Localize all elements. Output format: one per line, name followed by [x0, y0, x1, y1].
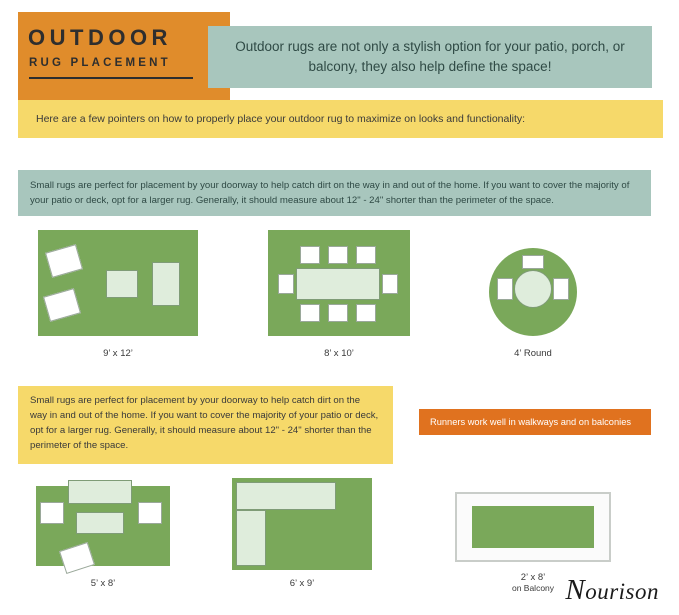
page-subtitle: RUG PLACEMENT: [29, 57, 171, 69]
section1-note-text: Small rugs are perfect for placement by your doorway to help catch dirt on the way in and out of the home. If you want to cover the majority of your patio or deck, opt for a larger rug. Generally, it should measure about 12" - 24" shorter than the perimeter of the space.: [30, 180, 630, 206]
brand-logo-initial: N: [565, 574, 586, 606]
intro-banner: [208, 26, 652, 88]
dining-chair-icon: [328, 246, 348, 264]
diagram-caption-size: 2’ x 8’: [520, 572, 546, 583]
title-divider: [29, 77, 193, 79]
brand-logo-rest: ourison: [585, 579, 659, 604]
runner-note: [419, 409, 651, 435]
dining-chair-icon: [328, 304, 348, 322]
diagram-caption: 4’ Round: [514, 348, 552, 359]
runner-note-text: Runners work well in walkways and on balconies: [430, 417, 632, 427]
brand-logo: [565, 574, 659, 607]
diagram-caption: 6’ x 9’: [289, 578, 315, 589]
coffee-table-icon: [76, 512, 124, 534]
dining-chair-icon: [382, 274, 398, 294]
rug-shape: [472, 506, 594, 548]
pointers-banner: [18, 100, 663, 138]
armchair-icon: [40, 502, 64, 524]
dining-chair-icon: [278, 274, 294, 294]
dining-chair-icon: [522, 255, 544, 269]
round-table-icon: [514, 270, 552, 308]
section2-note: [18, 386, 393, 464]
dining-chair-icon: [356, 304, 376, 322]
pointers-banner-text: Here are a few pointers on how to properly place your outdoor rug to maximize on looks and functionality:: [36, 113, 526, 125]
dining-chair-icon: [300, 246, 320, 264]
dining-table-icon: [296, 268, 380, 300]
page-title: OUTDOOR: [28, 25, 172, 50]
dining-chair-icon: [497, 278, 513, 300]
dining-chair-icon: [553, 278, 569, 300]
diagram-caption: 5’ x 8’: [90, 578, 116, 589]
sectional-sofa-icon: [236, 482, 336, 510]
intro-banner-text: Outdoor rugs are not only a stylish option for your patio, porch, or balcony, they also help define the space!: [235, 39, 625, 74]
dining-chair-icon: [356, 246, 376, 264]
diagram-caption-sub: on Balcony: [511, 583, 555, 593]
section2-note-text: Small rugs are perfect for placement by your doorway to help catch dirt on the way in and out of the home. If you want to cover the majority of your patio or deck, opt for a larger rug. Generally, it should measure about 12" - 24" shorter than the perimeter of the space.: [30, 395, 379, 451]
sofa-icon: [152, 262, 180, 306]
sofa-icon: [68, 480, 132, 504]
section1-note: [18, 170, 651, 216]
armchair-icon: [138, 502, 162, 524]
dining-chair-icon: [300, 304, 320, 322]
coffee-table-icon: [106, 270, 138, 298]
sectional-sofa-icon: [236, 510, 266, 566]
diagram-caption: 9’ x 12’: [103, 348, 133, 359]
diagram-caption: 8’ x 10’: [324, 348, 354, 359]
